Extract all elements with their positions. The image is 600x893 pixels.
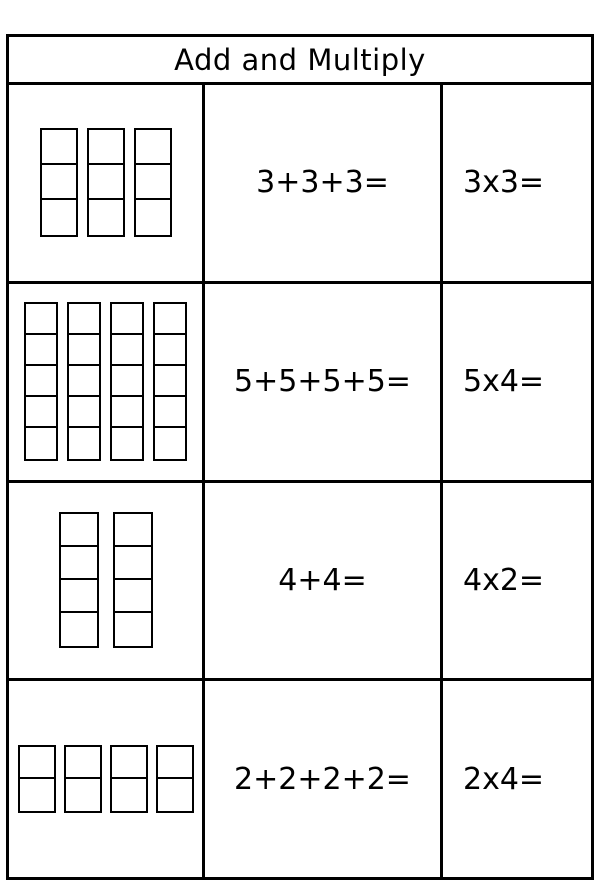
- block-unit: [20, 747, 54, 779]
- worksheet-frame: [6, 34, 594, 880]
- block-unit: [69, 397, 99, 428]
- multiplication-expression: 5x4=: [463, 364, 545, 400]
- block-unit: [42, 200, 76, 235]
- multiplication-expression: 2x4=: [463, 761, 545, 797]
- blocks-cell: [9, 483, 205, 679]
- block-column: [110, 745, 148, 813]
- block-unit: [69, 304, 99, 335]
- block-unit: [158, 779, 192, 811]
- block-unit: [61, 580, 97, 613]
- multiplication-expression: 4x2=: [463, 562, 545, 598]
- block-column: [24, 302, 58, 461]
- table-row: [9, 681, 591, 877]
- block-unit: [26, 304, 56, 335]
- block-unit: [20, 779, 54, 811]
- block-group-row-2: [24, 302, 187, 461]
- block-unit: [112, 397, 142, 428]
- blocks-cell: [9, 681, 205, 877]
- block-unit: [69, 366, 99, 397]
- block-unit: [61, 547, 97, 580]
- multiplication-cell: [443, 85, 591, 281]
- block-unit: [61, 514, 97, 547]
- block-unit: [26, 397, 56, 428]
- block-unit: [112, 428, 142, 459]
- block-unit: [136, 200, 170, 235]
- page-title: Add and Multiply: [174, 42, 426, 77]
- blocks-cell: [9, 284, 205, 480]
- block-unit: [158, 747, 192, 779]
- block-column: [134, 128, 172, 237]
- block-column: [59, 512, 99, 648]
- block-column: [64, 745, 102, 813]
- block-unit: [26, 428, 56, 459]
- multiplication-cell: [443, 483, 591, 679]
- worksheet-title-bar: [9, 37, 591, 85]
- block-unit: [115, 514, 151, 547]
- addition-cell: [205, 483, 443, 679]
- multiplication-cell: [443, 681, 591, 877]
- block-unit: [115, 547, 151, 580]
- table-row: [9, 284, 591, 483]
- block-unit: [42, 130, 76, 165]
- block-unit: [112, 747, 146, 779]
- blocks-cell: [9, 85, 205, 281]
- block-group-row-1: [40, 128, 172, 237]
- block-unit: [112, 366, 142, 397]
- block-unit: [66, 779, 100, 811]
- block-unit: [112, 335, 142, 366]
- block-column: [67, 302, 101, 461]
- block-unit: [42, 165, 76, 200]
- block-column: [87, 128, 125, 237]
- table-row: [9, 85, 591, 284]
- addition-expression: 5+5+5+5=: [234, 364, 411, 400]
- multiplication-cell: [443, 284, 591, 480]
- addition-expression: 4+4=: [278, 562, 367, 598]
- block-unit: [155, 366, 185, 397]
- addition-expression: 2+2+2+2=: [234, 761, 411, 797]
- worksheet-rows: [9, 85, 591, 877]
- block-column: [153, 302, 187, 461]
- block-column: [113, 512, 153, 648]
- block-unit: [136, 130, 170, 165]
- multiplication-expression: 3x3=: [463, 165, 545, 201]
- block-unit: [136, 165, 170, 200]
- block-unit: [112, 779, 146, 811]
- block-unit: [66, 747, 100, 779]
- block-unit: [115, 580, 151, 613]
- block-column: [40, 128, 78, 237]
- block-unit: [89, 200, 123, 235]
- block-group-row-4: [18, 745, 194, 813]
- addition-expression: 3+3+3=: [256, 165, 389, 201]
- addition-cell: [205, 681, 443, 877]
- block-unit: [155, 304, 185, 335]
- block-unit: [89, 130, 123, 165]
- addition-cell: [205, 284, 443, 480]
- block-unit: [155, 428, 185, 459]
- table-row: [9, 483, 591, 682]
- block-column: [110, 302, 144, 461]
- block-unit: [89, 165, 123, 200]
- block-unit: [69, 335, 99, 366]
- addition-cell: [205, 85, 443, 281]
- block-unit: [155, 397, 185, 428]
- block-unit: [61, 613, 97, 646]
- block-unit: [155, 335, 185, 366]
- block-column: [156, 745, 194, 813]
- block-unit: [115, 613, 151, 646]
- block-unit: [26, 366, 56, 397]
- block-unit: [26, 335, 56, 366]
- block-group-row-3: [59, 512, 153, 648]
- block-unit: [69, 428, 99, 459]
- block-column: [18, 745, 56, 813]
- block-unit: [112, 304, 142, 335]
